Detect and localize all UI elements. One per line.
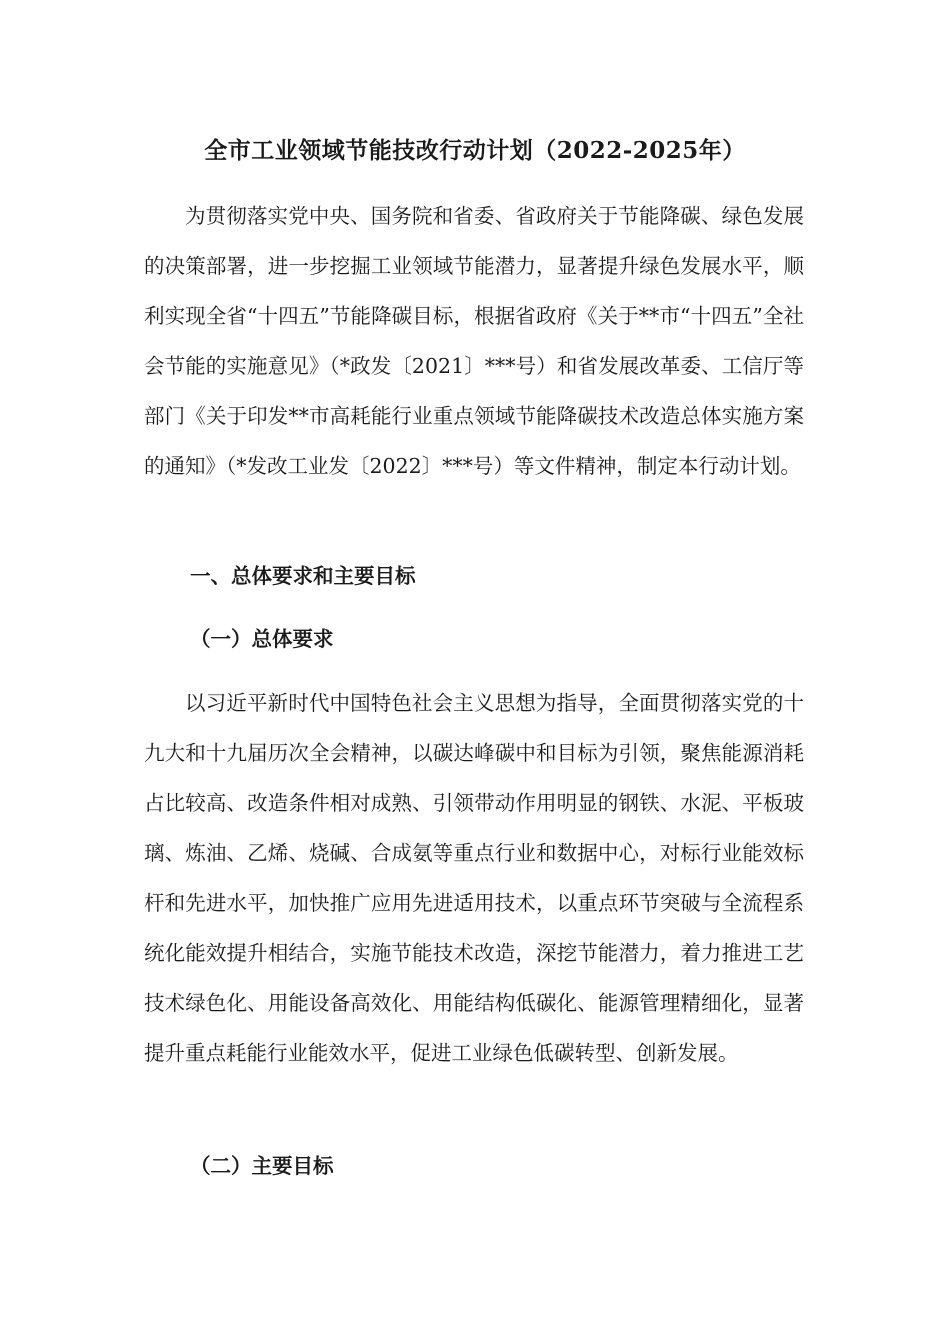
- document-title: 全市工业领域节能技改行动计划（2022-2025年）: [204, 137, 746, 164]
- intro-paragraph: 为贯彻落实党中央、国务院和省委、省政府关于节能降碳、绿色发展的决策部署，进一步挖掘工业领域节能潜力，显著提升绿色发展水平，顺利实现全省“十四五”节能降碳目标，根据省政府《关于**市“十四五”全社会节能的实施意见》（*政发〔2021〕***号）和省发展改革委、工信厅等部门《关于印发**市高耗能行业重点领域节能降碳技术改造总体实施方案的通知》（*发改工业发〔2022〕***号）等文件精神，制定本行动计划。: [144, 204, 804, 478]
- overall-requirements-paragraph: 以习近平新时代中国特色社会主义思想为指导，全面贯彻落实党的十九大和十九届历次全会精神，以碳达峰碳中和目标为引领，聚焦能源消耗占比较高、改造条件相对成熟、引领带动作用明显的钢铁、水泥、平板玻璃、炼油、乙烯、烧碱、合成氨等重点行业和数据中心，对标行业能效标杆和先进水平，加快推广应用先进适用技术，以重点环节突破与全流程系统化能效提升相结合，实施节能技术改造，深挖节能潜力，着力推进工艺技术绿色化、用能设备高效化、用能结构低碳化、能源管理精细化，显著提升重点耗能行业能效水平，促进工业绿色低碳转型、创新发展。: [144, 691, 804, 1065]
- subsection-heading-overall-requirements: （一）总体要求: [190, 627, 334, 651]
- subsection-heading-main-goals: （二）主要目标: [190, 1154, 334, 1178]
- section-heading-overall-requirements-and-goals: 一、总体要求和主要目标: [190, 564, 416, 588]
